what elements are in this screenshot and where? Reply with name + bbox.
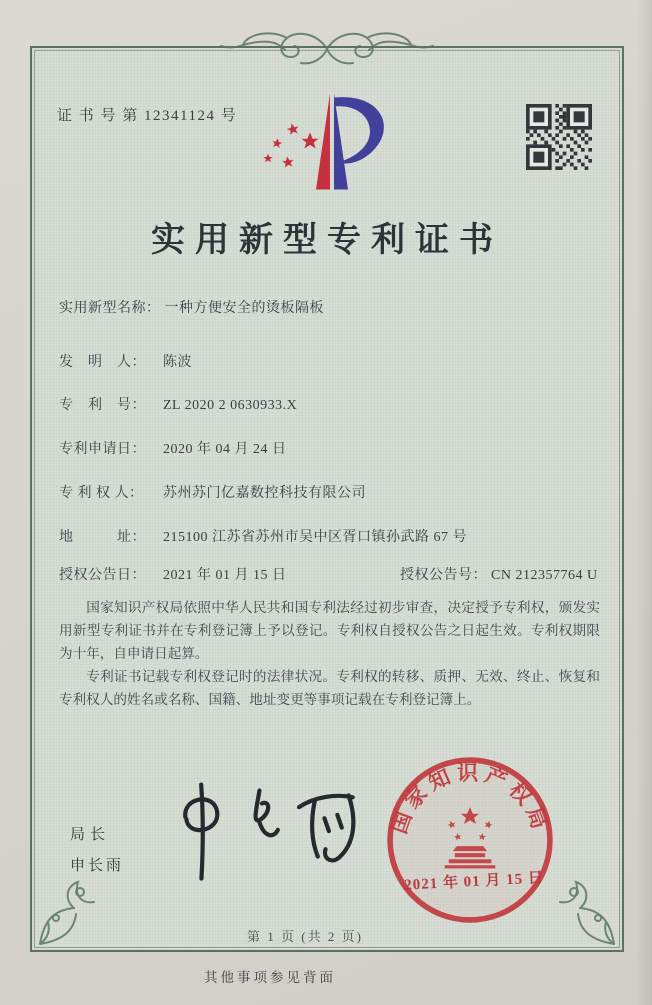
field-utility-model-name	[59, 297, 324, 317]
commissioner-title: 局长	[70, 827, 111, 843]
certificate-page	[30, 46, 624, 952]
legal-paragraph: 专利证书记载专利权登记时的法律状况。专利权的转移、质押、无效、终止、恢复和专利权人的姓名或名称、国籍、地址变更等事项记载在专利登记簿上。	[59, 669, 600, 707]
field-application-date	[59, 438, 287, 458]
grant-number-value: CN 212357764 U	[491, 568, 598, 583]
legal-paragraph: 国家知识产权局依照中华人民共和国专利法经过初步审查，决定授予专利权，颁发实用新型专利证书并在专利登记簿上予以登记。专利权自授权公告之日起生效。专利权期限为十年，自申请日起算。	[59, 600, 600, 661]
cnipa-round-seal-icon	[384, 754, 556, 926]
grant-date-label: 授权公告日：	[59, 568, 146, 583]
field-inventor	[59, 351, 192, 371]
grant-date-value: 2021 年 01 月 15 日	[163, 568, 287, 583]
field-value: ZL 2020 2 0630933.X	[163, 398, 298, 413]
certificate-number: 证 书 号 第 12341124 号	[57, 108, 238, 124]
field-label: 实用新型名称：	[59, 301, 161, 316]
field-address	[59, 526, 467, 546]
field-value: 陈波	[163, 355, 192, 370]
field-value: 215100 江苏省苏州市吴中区胥口镇孙武路 67 号	[163, 530, 467, 545]
field-patentee	[59, 482, 366, 502]
frame-top-flourish-icon	[217, 25, 437, 71]
legal-text-block	[59, 596, 600, 711]
field-value: 2020 年 04 月 24 日	[163, 442, 287, 457]
commissioner-name: 申长雨	[70, 858, 125, 874]
back-note: 其他事项参见背面	[204, 970, 336, 985]
grant-number-group	[400, 564, 598, 584]
field-value: 一种方便安全的烫板隔板	[164, 301, 324, 316]
field-label: 专利申请日：	[59, 442, 146, 457]
page-number: 第 1 页 (共 2 页)	[247, 929, 363, 944]
certificate-title: 实用新型专利证书	[151, 222, 503, 259]
field-label: 发 明 人：	[59, 355, 146, 370]
handwritten-signature-icon	[158, 772, 392, 898]
field-value: 苏州苏门亿嘉数控科技有限公司	[163, 486, 366, 501]
field-label: 专 利 权 人：	[59, 486, 144, 501]
cnipa-logo-icon	[258, 90, 410, 198]
field-grant-announcement	[59, 564, 598, 584]
qr-code-icon	[526, 104, 592, 170]
field-patent-number	[59, 394, 297, 414]
seal-ring-text: 国家知识产权局	[386, 761, 554, 837]
seal-date: 2021 年 01 月 15 日	[403, 870, 545, 894]
field-label: 地 址：	[59, 530, 146, 545]
field-label: 专 利 号：	[59, 398, 146, 413]
grant-number-label: 授权公告号：	[400, 568, 487, 583]
